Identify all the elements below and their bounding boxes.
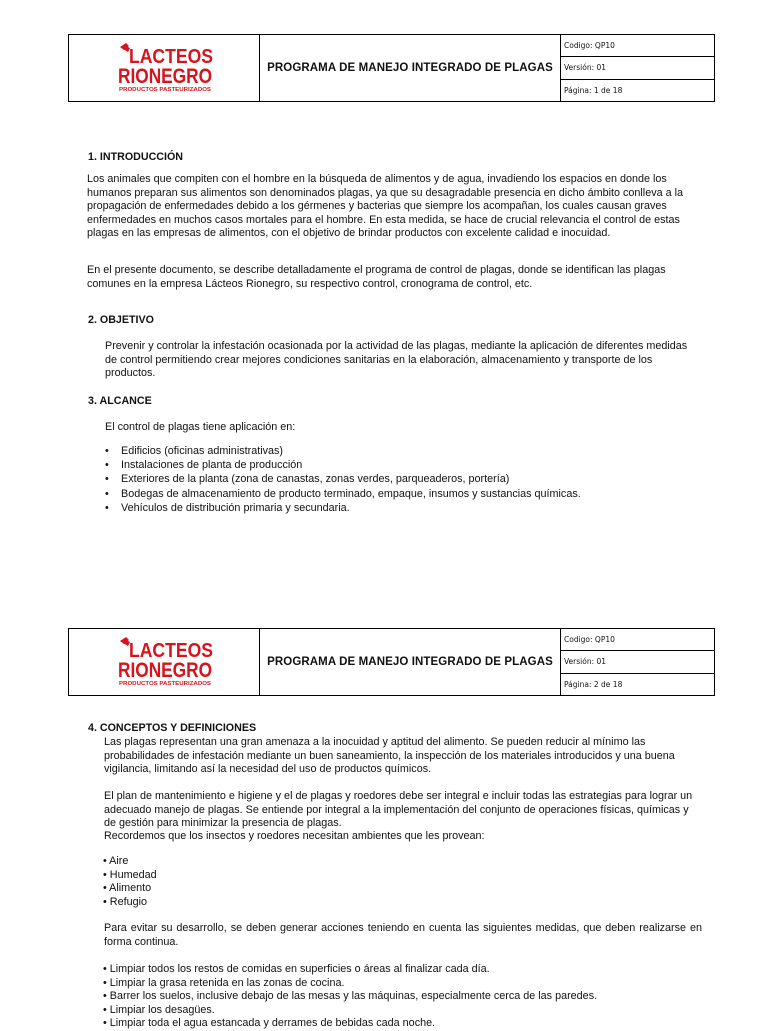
list-item: • Edificios (oficinas administrativas)	[105, 444, 581, 458]
logo-cell	[69, 629, 260, 695]
list-item: • Aire	[103, 855, 129, 867]
document-code: Codigo: QP10	[561, 629, 714, 651]
document-header	[68, 34, 715, 102]
page-number: Página: 1 de 18	[564, 85, 623, 95]
logo-tagline: PRODUCTOS PASTEURIZADOS	[119, 87, 212, 93]
list-item: • Limpiar toda el agua estancada y derrames de bebidas cada noche.	[103, 1017, 436, 1030]
list-item: • Bodegas de almacenamiento de producto terminado, empaque, insumos y sustancias químicas.	[105, 487, 581, 501]
document-version: Versión: 01	[561, 57, 714, 79]
section-heading-alcance: 3. ALCANCE	[88, 395, 152, 407]
alcance-intro: El control de plagas tiene aplicación en:	[105, 421, 296, 433]
list-item: • Limpiar la grasa retenida en las zonas de cocina.	[103, 976, 345, 989]
actions-list	[103, 963, 597, 1031]
conceptos-paragraph-2: El plan de mantenimiento e higiene y el de plagas y roedores debe ser integral e incluir todas las estrategias para lograr un adecuado manejo de plagas. Se entiende por integral a la implementación del conjunto de operaciones físicas, químicas y de gestión para minimizar la presencia de plagas.	[104, 790, 693, 829]
needs-list	[103, 855, 157, 909]
intro-paragraph-2: En el presente documento, se describe detalladamente el programa de control de plagas, donde se identifican las plagas comunes en la empresa Lácteos Rionegro, su respectivo control, cronograma de control, etc.	[87, 264, 666, 290]
logo-line2: RIONEGRO	[118, 65, 212, 88]
list-item: • Alimento	[103, 882, 152, 895]
list-item: • Refugio	[103, 895, 147, 908]
list-item: • Exteriores de la planta (zona de canastas, zonas verdes, parqueaderos, portería)	[105, 472, 581, 486]
list-item: • Vehículos de distribución primaria y secundaria.	[105, 501, 581, 515]
list-item: • Limpiar los desagües.	[103, 1003, 215, 1016]
conceptos-paragraph-1: Las plagas representan una gran amenaza a la inocuidad y aptitud del alimento. Se pueden reducir al mínimo las probabilidades de infestación mediante un buen saneamiento, la inspección de los materiales introducidos y una buena vigilancia, limitando así la necesidad del uso de productos químicos.	[104, 736, 675, 775]
logo-line1: LACTEOS	[129, 46, 213, 68]
section-heading-objetivo: 2. OBJETIVO	[88, 314, 154, 326]
company-logo	[118, 636, 214, 688]
logo-line1: LACTEOS	[129, 640, 213, 662]
section-heading-conceptos: 4. CONCEPTOS Y DEFINICIONES	[88, 722, 257, 734]
company-logo	[118, 42, 214, 94]
conceptos-paragraph-3: Recordemos que los insectos y roedores necesitan ambientes que les provean:	[104, 830, 485, 842]
list-item: • Barrer los suelos, inclusive debajo de las mesas y las máquinas, especialmente cerca de las paredes.	[103, 990, 598, 1003]
logo-tagline: PRODUCTOS PASTEURIZADOS	[119, 681, 212, 687]
list-item: • Instalaciones de planta de producción	[105, 458, 581, 472]
logo-line2: RIONEGRO	[118, 659, 212, 682]
document-code: Codigo: QP10	[561, 35, 714, 57]
list-item: • Limpiar todos los restos de comidas en superficies o áreas al finalizar cada día.	[103, 963, 490, 975]
document-version: Versión: 01	[561, 651, 714, 673]
logo-cell	[69, 35, 260, 101]
alcance-list	[105, 444, 581, 515]
objetivo-paragraph: Prevenir y controlar la infestación ocasionada por la actividad de las plagas, mediante la aplicación de diferentes medidas de control permitiendo crear mejores condiciones sanitarias en la elaboración, almacenamiento y transporte de los productos.	[105, 340, 688, 379]
document-meta	[561, 629, 714, 695]
document-header	[68, 628, 715, 696]
section-heading-introduccion: 1. INTRODUCCIÓN	[88, 151, 184, 163]
document-title: PROGRAMA DE MANEJO INTEGRADO DE PLAGAS	[260, 35, 561, 101]
list-item: • Humedad	[103, 868, 157, 881]
document-page-2	[0, 594, 768, 1030]
document-meta	[561, 35, 714, 101]
intro-paragraph-1: Los animales que compiten con el hombre en la búsqueda de alimentos y de agua, invadiendo los espacios en donde los humanos preparan sus alimentos son denominados plagas, ya que su desagradable presencia en dicho ámbito conlleva a la propagación de enfermedades debido a los gérmenes y bacterias que siempre los acompañan, los cuales causan graves enfermedades en muchos casos mortales para el hombre. En esta medida, se hace de crucial relevancia el control de estas plagas en las empresas de alimentos, con el objetivo de brindar productos con excelente calidad e inocuidad.	[87, 173, 684, 239]
page-number: Página: 2 de 18	[564, 679, 623, 689]
document-title: PROGRAMA DE MANEJO INTEGRADO DE PLAGAS	[260, 629, 561, 695]
conceptos-paragraph-4: Para evitar su desarrollo, se deben generar acciones teniendo en cuenta las siguientes medidas, que deben realizarse en forma continua.	[104, 922, 702, 948]
